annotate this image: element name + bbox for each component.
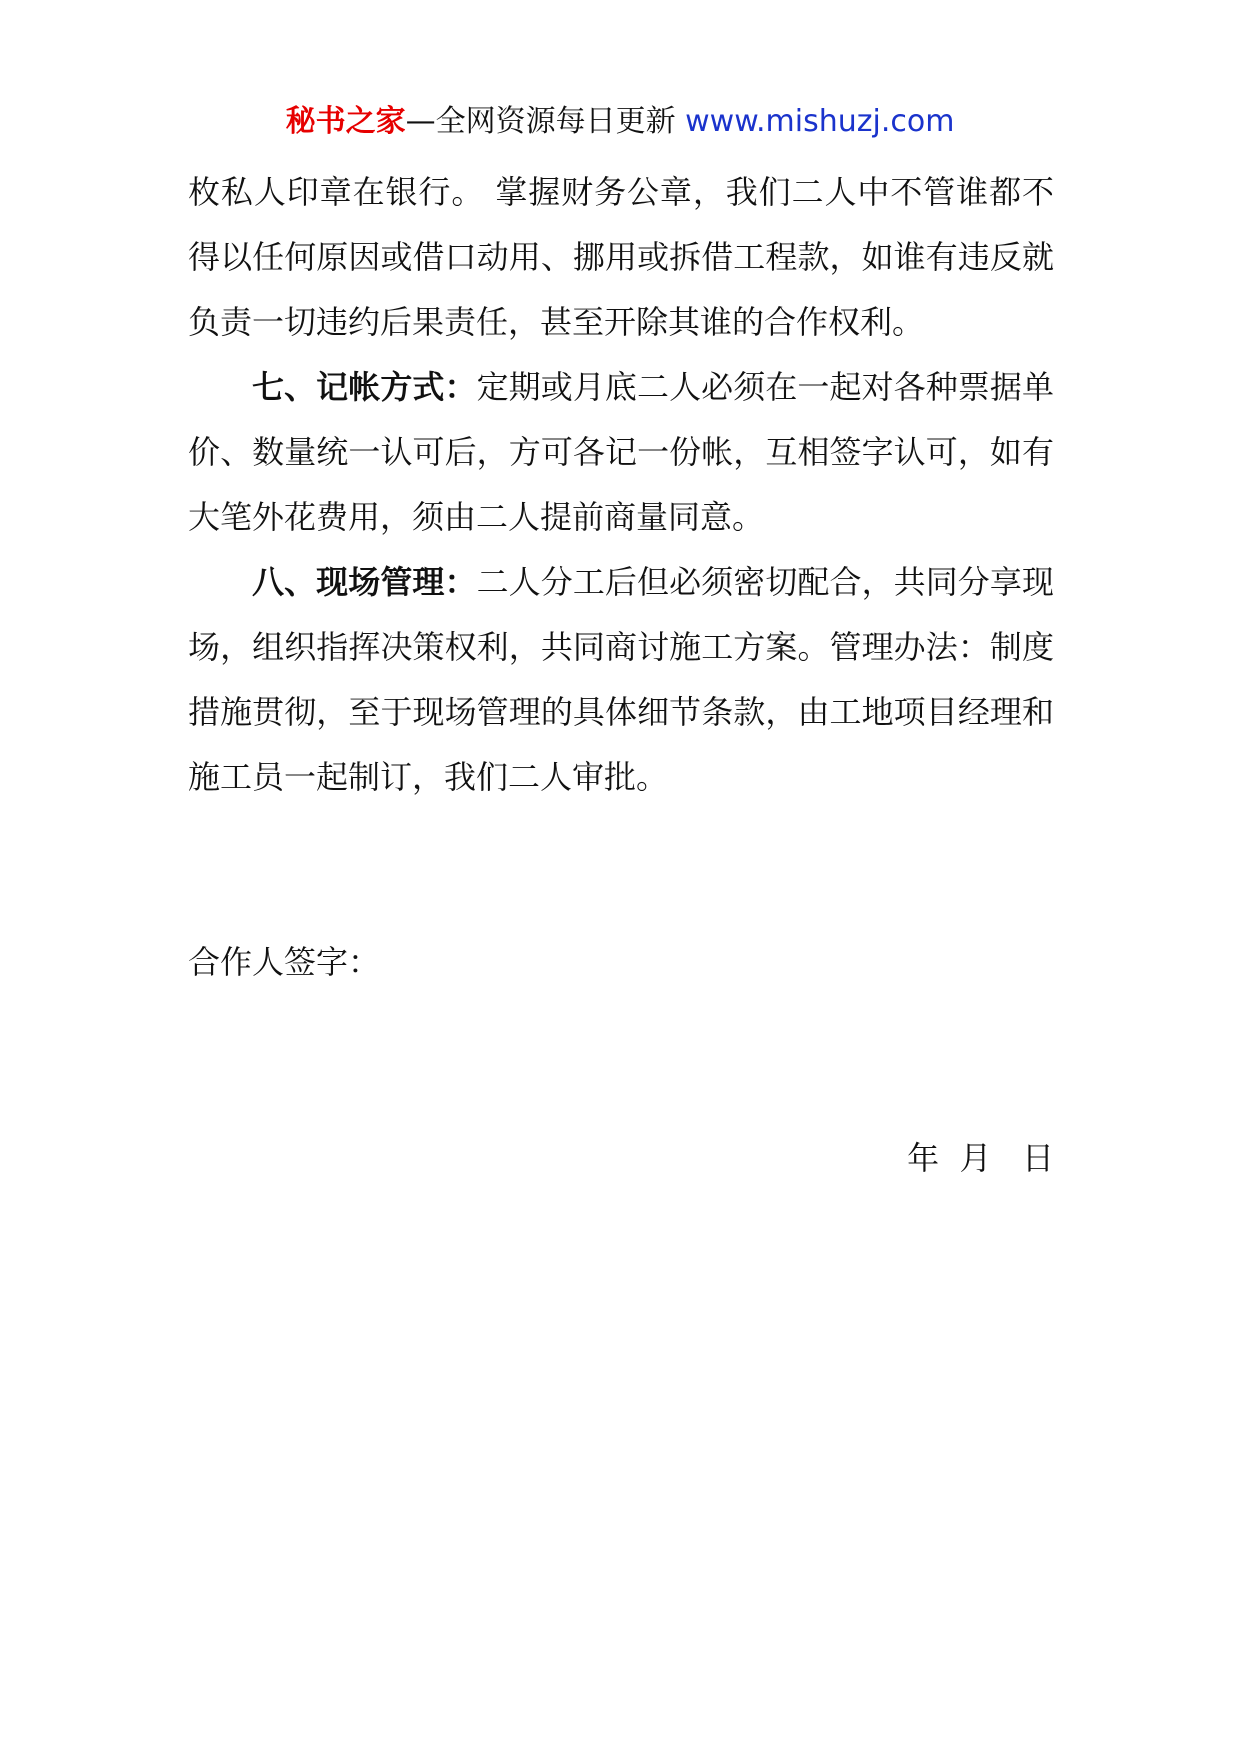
document-body [188, 160, 1054, 810]
signature-label: 合作人签字： [188, 943, 381, 981]
paragraph-section-8 [188, 550, 1054, 810]
paragraph-text: 枚私人印章在银行。 掌握财务公章，我们二人中不管谁都不得以任何原因或借口动用、挪用或拆借工程款，如谁有违反就负责一切违约后果责任，甚至开除其谁的合作权利。 [188, 173, 1054, 341]
brand-name: 秘书之家 [285, 104, 406, 139]
paragraph-continuation [188, 160, 1054, 355]
site-url[interactable]: www.mishuzj.com [685, 104, 955, 139]
paragraph-section-7 [188, 355, 1054, 550]
header-tagline: —全网资源每日更新 [405, 104, 686, 139]
date-line: 年 月 日 [907, 1139, 1054, 1177]
section-7-heading: 七、记帐方式： [252, 368, 477, 406]
section-7-text: 定期或月底二人必须在一起对各种票据单价、数量统一认可后，方可各记一份帐，互相签字认可，如有大笔外花费用，须由二人提前商量同意。 [188, 368, 1054, 536]
section-8-text: 二人分工后但必须密切配合，共同分享现场，组织指挥决策权利，共同商讨施工方案。管理办法：制度措施贯彻，至于现场管理的具体细节条款，由工地项目经理和施工员一起制订，我们二人审批。 [188, 563, 1054, 796]
section-8-heading: 八、现场管理： [252, 563, 477, 601]
site-header [0, 100, 1240, 144]
